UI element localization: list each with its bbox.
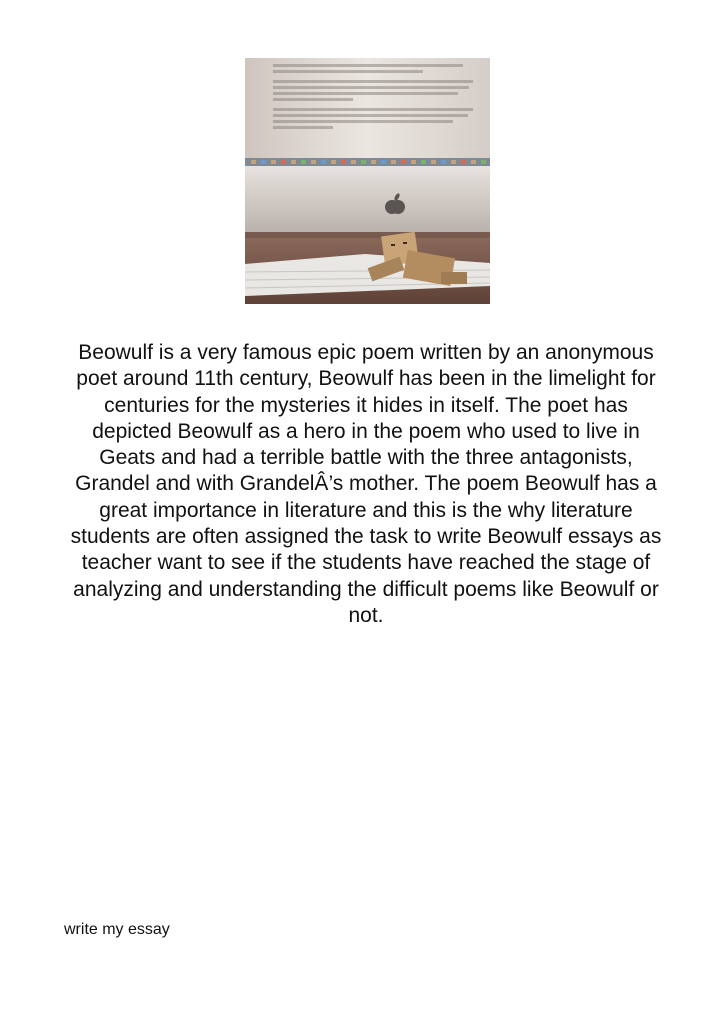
write-my-essay-link[interactable]: write my essay	[64, 921, 170, 938]
article-photo	[245, 58, 490, 304]
body-paragraph: Beowulf is a very famous epic poem written by an anonymous poet around 11th century, Beowulf has been in the limelight for centuries for the mysteries it hides in itself. The poet has depicted Beowulf as a hero in the poem who used to live in Geats and had a terrible battle with the three antagonists, Grandel and with GrandelÂ’s mother. The poem Beowulf has a great importance in literature and this is the why literature students are often assigned the task to write Beowulf essays as teacher want to see if the students have reached the stage of analyzing and understanding the difficult poems like Beowulf or not.	[70, 341, 662, 627]
photo-illustration	[245, 58, 490, 304]
